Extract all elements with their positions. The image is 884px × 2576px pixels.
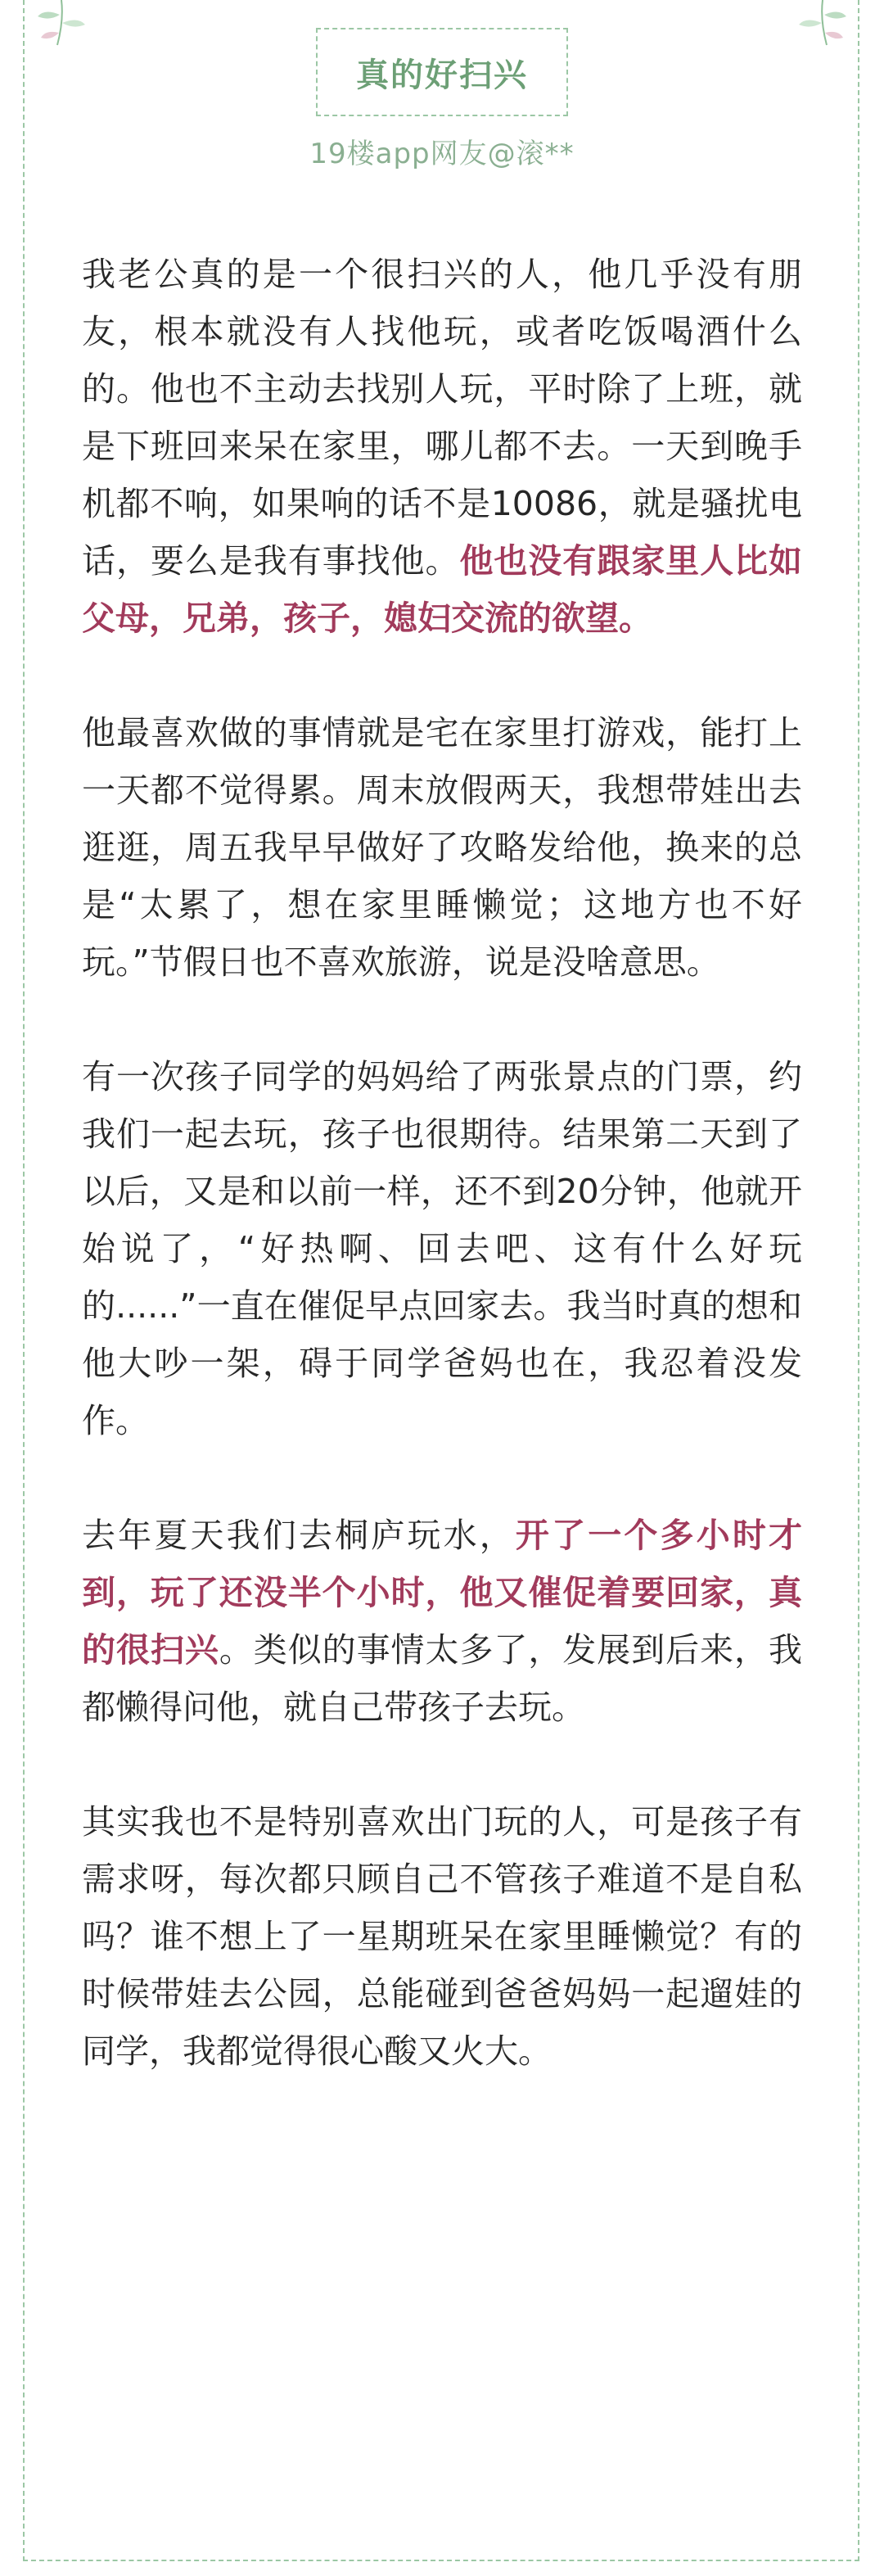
title-box (316, 28, 568, 116)
article-paragraph (82, 1507, 802, 1736)
article-paragraph (82, 246, 802, 647)
paragraph-text: 我老公真的是一个很扫兴的人，他几乎没有朋友，根本就没有人找他玩，或者吃饭喝酒什么的。他也不主动去找别人玩，平时除了上班，就是下班回来呆在家里，哪儿都不去。一天到晚手机都不响，如果响的话不是10086，就是骚扰电话，要么是我有事找他。 (82, 255, 802, 581)
article-body (82, 246, 802, 2137)
article-title: 真的好扫兴 (356, 56, 528, 94)
article-paragraph (82, 1048, 802, 1449)
paragraph-text: 其实我也不是特别喜欢出门玩的人，可是孩子有需求呀，每次都只顾自己不管孩子难道不是自私吗？谁不想上了一星期班呆在家里睡懒觉？有的时候带娃去公园，总能碰到爸爸妈妈一起遛娃的同学，我都觉得很心酸又火大。 (82, 1802, 802, 2071)
article-source: 19楼app网友@滚** (309, 138, 575, 170)
highlighted-text: 开了一个多小时才到，玩了还没半个小时，他又催促着要回家，真的很扫兴 (82, 1516, 803, 1670)
leaf-branch-icon (33, 0, 90, 49)
article-paragraph (82, 1793, 802, 2080)
paragraph-text: 去年夏天我们去桐庐玩水， (82, 1516, 516, 1555)
leaf-branch-icon (794, 0, 851, 49)
paragraph-text: 有一次孩子同学的妈妈给了两张景点的门票，约我们一起去玩，孩子也很期待。结果第二天到了以后，又是和以前一样，还不到20分钟，他就开始说了，“好热啊、回去吧、这有什么好玩的......”一直在催促早点回家去。我当时真的想和他大吵一架，碍于同学爸妈也在，我忍着没发作。 (82, 1057, 802, 1440)
paragraph-text: 他最喜欢做的事情就是宅在家里打游戏，能打上一天都不觉得累。周末放假两天，我想带娃出去逛逛，周五我早早做好了攻略发给他，换来的总是“太累了，想在家里睡懒觉；这地方也不好玩。”节假日也不喜欢旅游，说是没啥意思。 (82, 713, 802, 982)
paragraph-text: 。类似的事情太多了，发展到后来，我都懒得问他，就自己带孩子去玩。 (82, 1630, 803, 1727)
article-paragraph (82, 704, 802, 991)
highlighted-text: 他也没有跟家里人比如父母，兄弟，孩子，媳妇交流的欲望。 (82, 541, 803, 638)
